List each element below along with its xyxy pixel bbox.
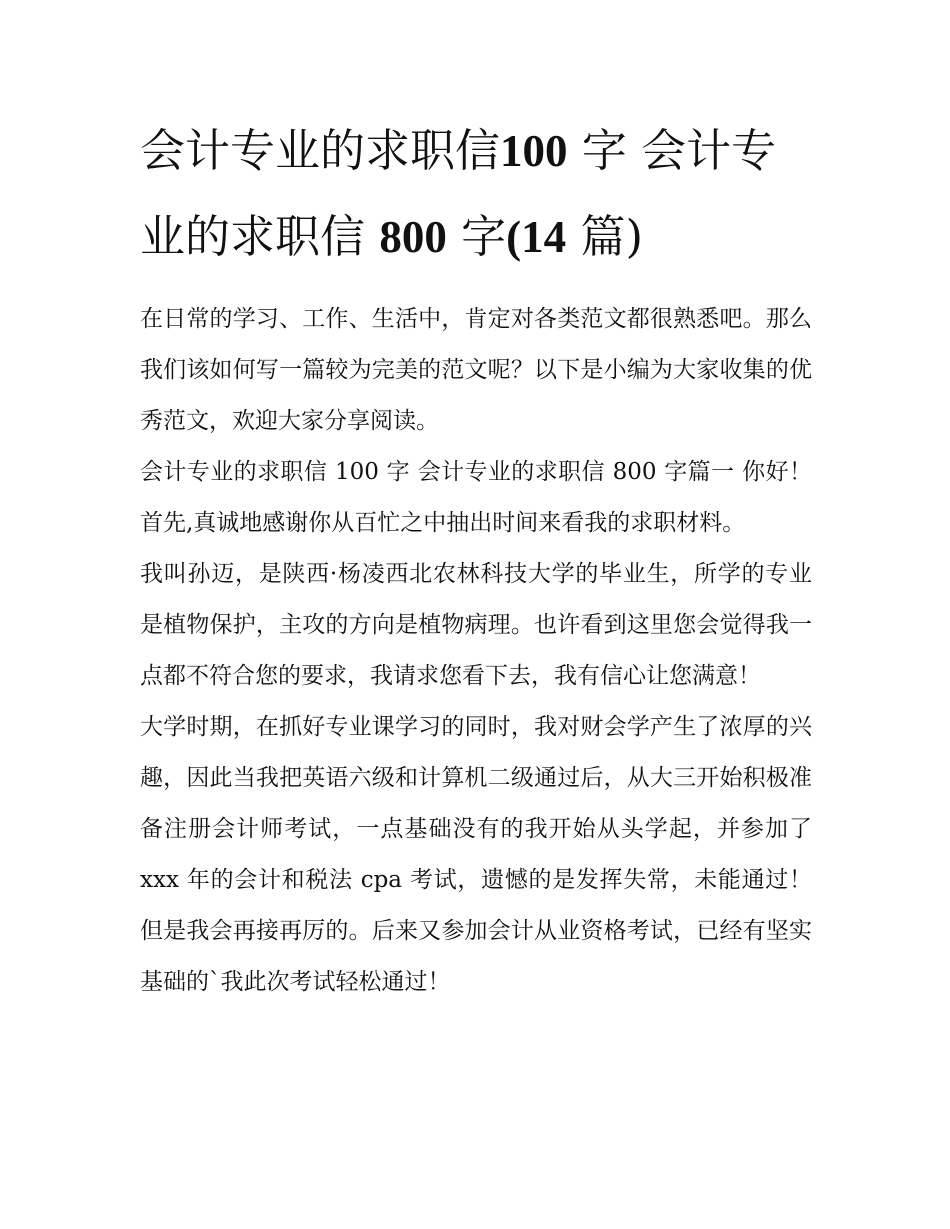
title-number-3: (14 bbox=[506, 212, 567, 262]
self-introduction-paragraph: 我叫孙迈，是陕西·杨凌西北农林科技大学的毕业生，所学的专业是植物保护，主攻的方向是植物病理。也许看到这里您会觉得我一点都不符合您的要求，我请求您看下去，我有信心让您满意！ bbox=[140, 561, 812, 689]
university-experience-paragraph: 大学时期，在抓好专业课学习的同时，我对财会学产生了浓厚的兴趣，因此当我把英语六级和计算机二级通过后，从大三开始积极准备注册会计师考试，一点基础没有的我开始从头学起，并参加了 xxx 年的会计和税法 cpa 考试，遗憾的是发挥失常，未能通过！但是我会再接再厉的。后来又参加会计从业资格考试，已经有坚实基础的`我此次考试轻松通过！ bbox=[140, 714, 812, 995]
title-part-1: 会计专业的求职信 bbox=[140, 124, 501, 177]
title-part-3: 字 bbox=[461, 210, 507, 263]
document-title bbox=[140, 108, 812, 280]
title-part-2: 字 会计专业的求职信 bbox=[140, 124, 777, 263]
title-number-1: 100 bbox=[500, 126, 568, 176]
title-part-4: 篇) bbox=[580, 210, 644, 263]
title-number-2: 800 bbox=[379, 212, 447, 262]
greeting-paragraph: 会计专业的求职信 100 字 会计专业的求职信 800 字篇一 你好！ 首先,真诚地感谢你从百忙之中抽出时间来看我的求职材料。 bbox=[140, 459, 812, 536]
intro-paragraph: 在日常的学习、工作、生活中，肯定对各类范文都很熟悉吧。那么我们该如何写一篇较为完美的范文呢？以下是小编为大家收集的优秀范文，欢迎大家分享阅读。 bbox=[140, 306, 812, 434]
document-body bbox=[140, 108, 812, 1008]
